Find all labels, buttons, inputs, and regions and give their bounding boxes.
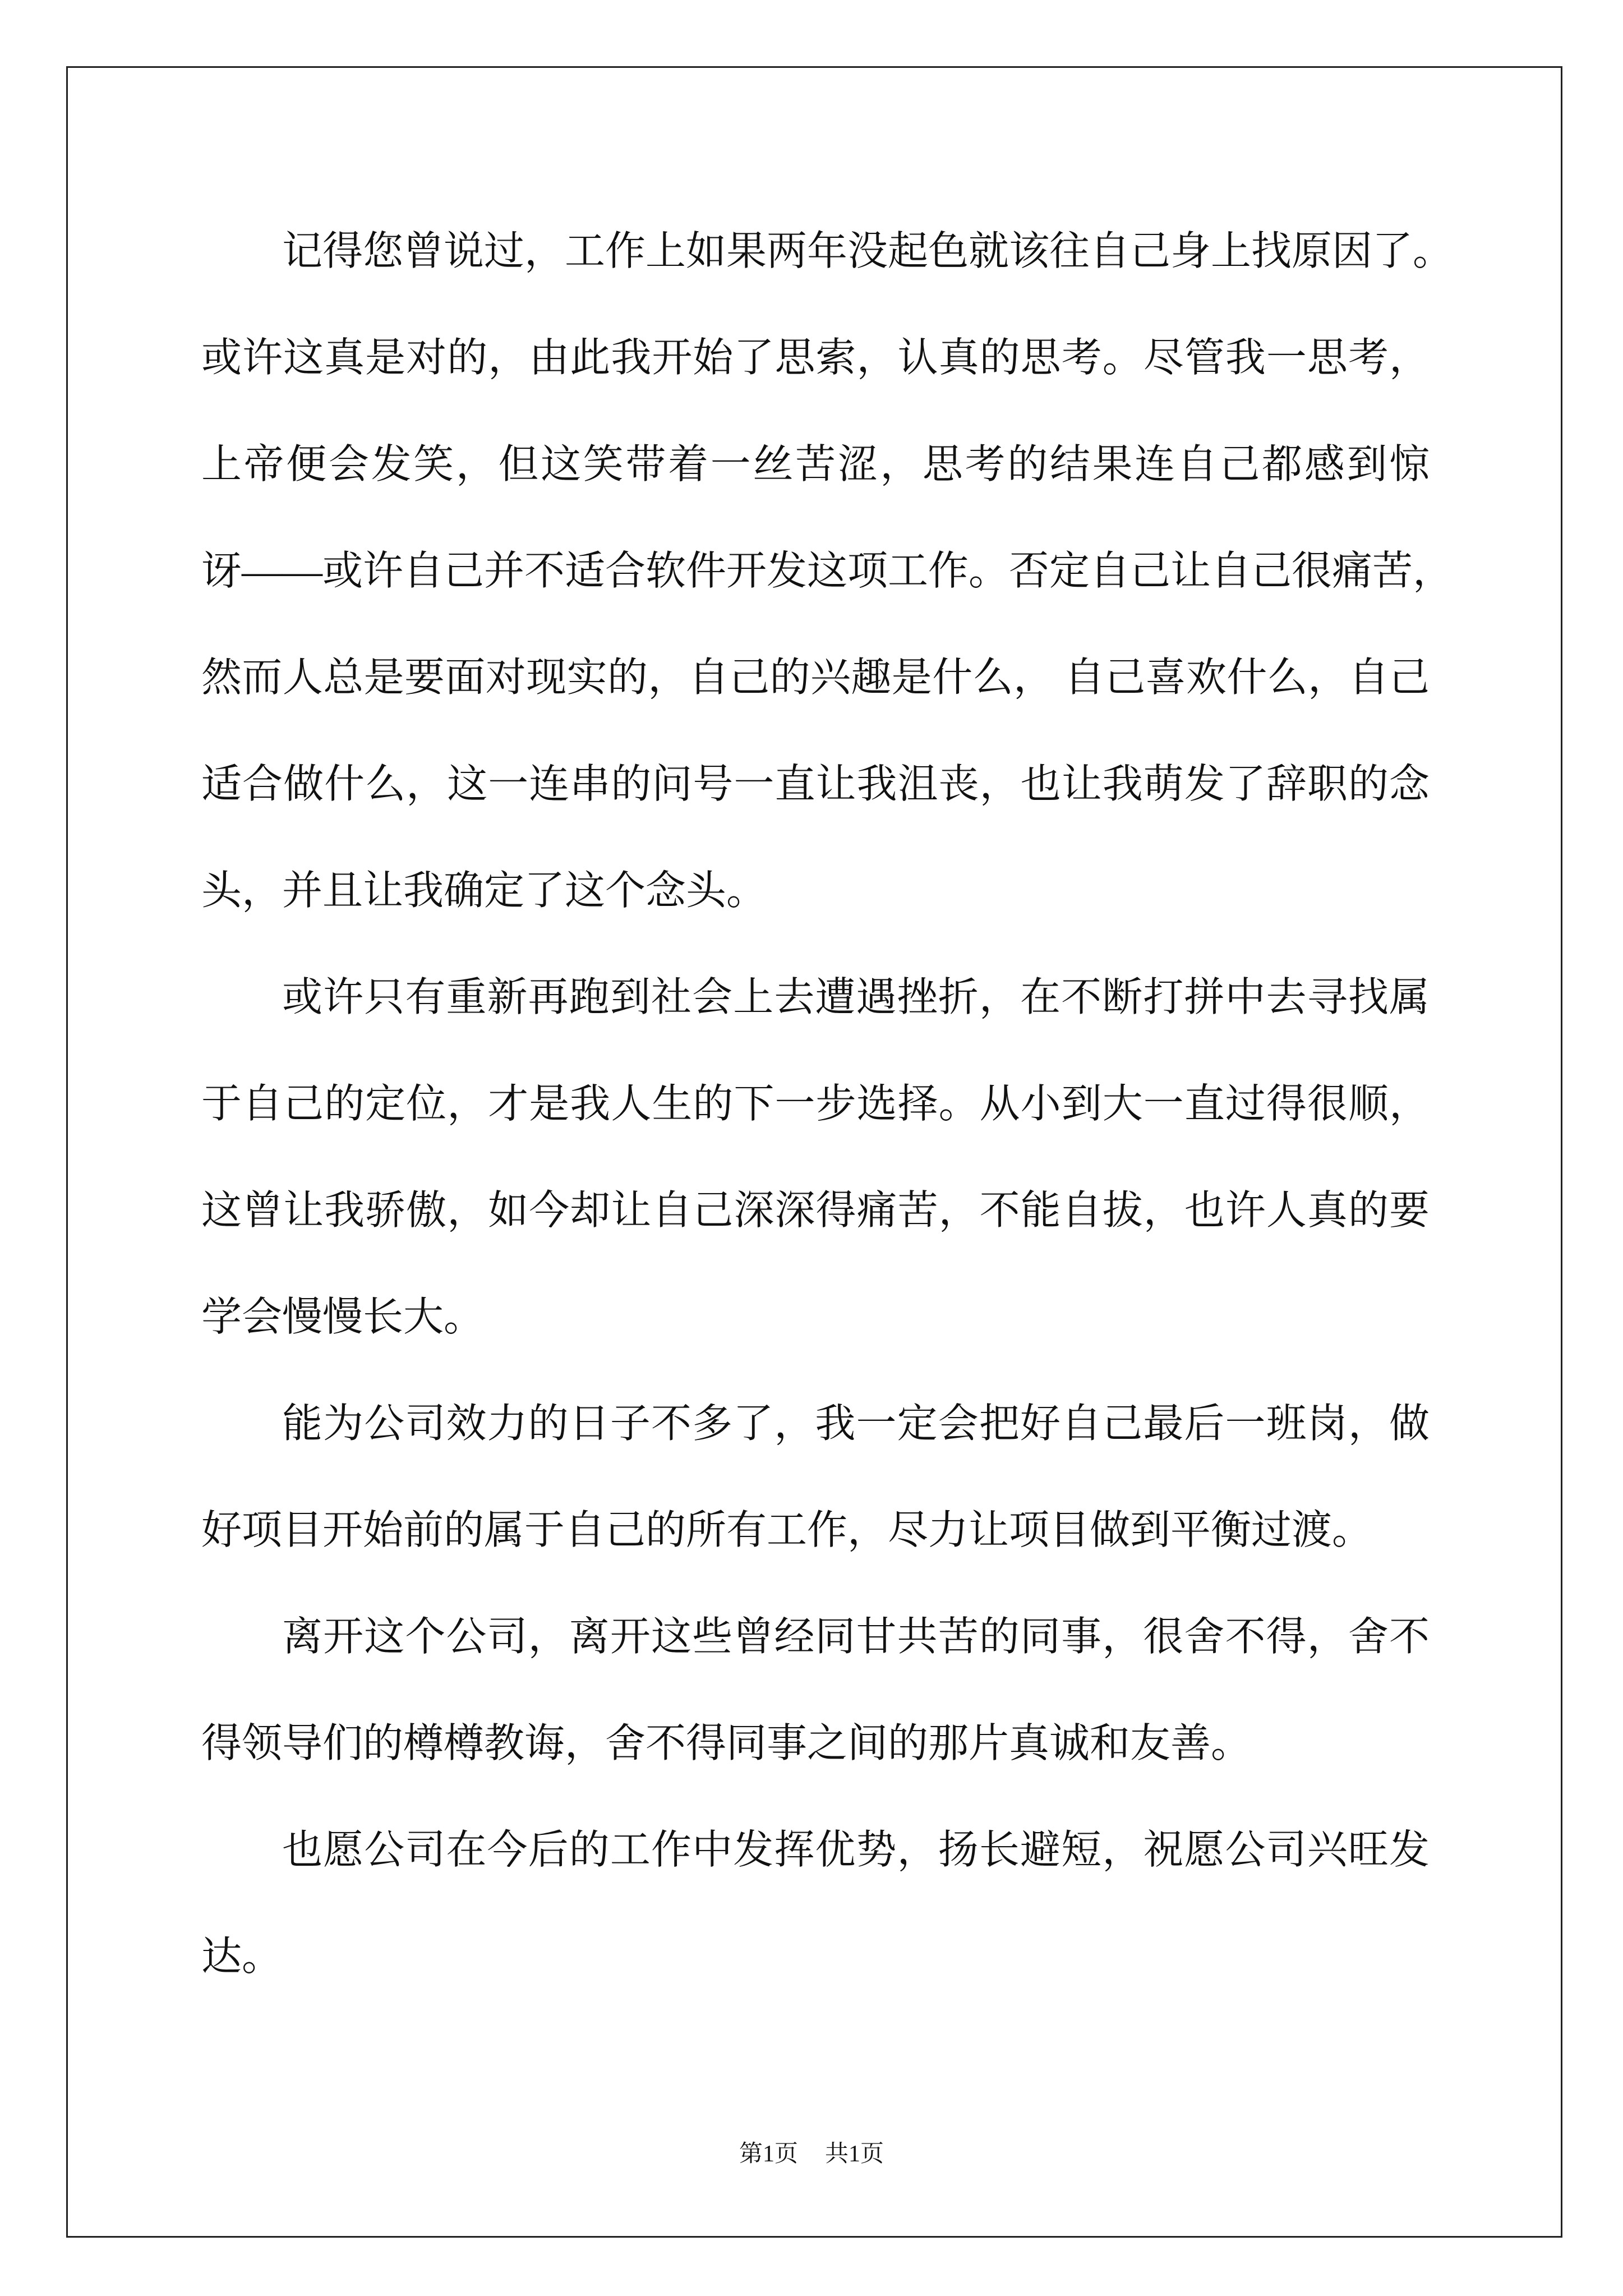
text-line: 于自己的定位，才是我人生的下一步选择。从小到大一直过得很顺， — [201, 1082, 1430, 1126]
text-line: 离开这个公司，离开这些曾经同甘共苦的同事，很舍不得，舍不 — [282, 1614, 1430, 1659]
paragraph — [201, 1584, 1430, 1797]
text-line: 能为公司效力的日子不多了，我一定会把好自己最后一班岗，做 — [282, 1401, 1430, 1446]
text-line: 达。 — [201, 1934, 283, 1979]
text-line: 或许只有重新再跑到社会上去遭遇挫折，在不断打拼中去寻找属 — [282, 975, 1430, 1020]
text-line: 学会慢慢长大。 — [201, 1295, 485, 1340]
paragraph — [201, 198, 1454, 944]
paragraph — [201, 1797, 1430, 2010]
paragraph — [201, 1370, 1430, 1584]
document-body — [201, 198, 1454, 2010]
text-line: 适合做什么，这一连串的问号一直让我沮丧，也让我萌发了辞职的念 — [201, 762, 1430, 807]
paragraph — [201, 944, 1430, 1370]
text-line: 好项目开始前的属于自己的所有工作，尽力让项目做到平衡过渡。 — [201, 1508, 1373, 1553]
text-line: 记得您曾说过，工作上如果两年没起色就该往自己身上找原因了。 — [282, 229, 1454, 274]
text-line: 讶——或许自己并不适合软件开发这项工作。否定自己让自己很痛苦， — [201, 549, 1454, 593]
text-line: 上帝便会发笑，但这笑带着一丝苦涩，思考的结果连自己都感到惊 — [201, 442, 1430, 487]
text-line: 也愿公司在今后的工作中发挥优势，扬长避短，祝愿公司兴旺发 — [282, 1828, 1430, 1872]
text-line: 头，并且让我确定了这个念头。 — [201, 868, 767, 913]
text-line: 或许这真是对的，由此我开始了思索，认真的思考。尽管我一思考， — [201, 335, 1430, 380]
text-line: 这曾让我骄傲，如今却让自己深深得痛苦，不能自拔，也许人真的要 — [201, 1188, 1430, 1233]
page-number: 第1页 — [739, 2141, 798, 2167]
page-total: 共1页 — [825, 2141, 884, 2167]
text-line: 然而人总是要面对现实的，自己的兴趣是什么， 自己喜欢什么，自己 — [201, 655, 1430, 700]
page-footer — [0, 2137, 1623, 2171]
text-line: 得领导们的樽樽教诲，舍不得同事之间的那片真诚和友善。 — [201, 1721, 1252, 1766]
